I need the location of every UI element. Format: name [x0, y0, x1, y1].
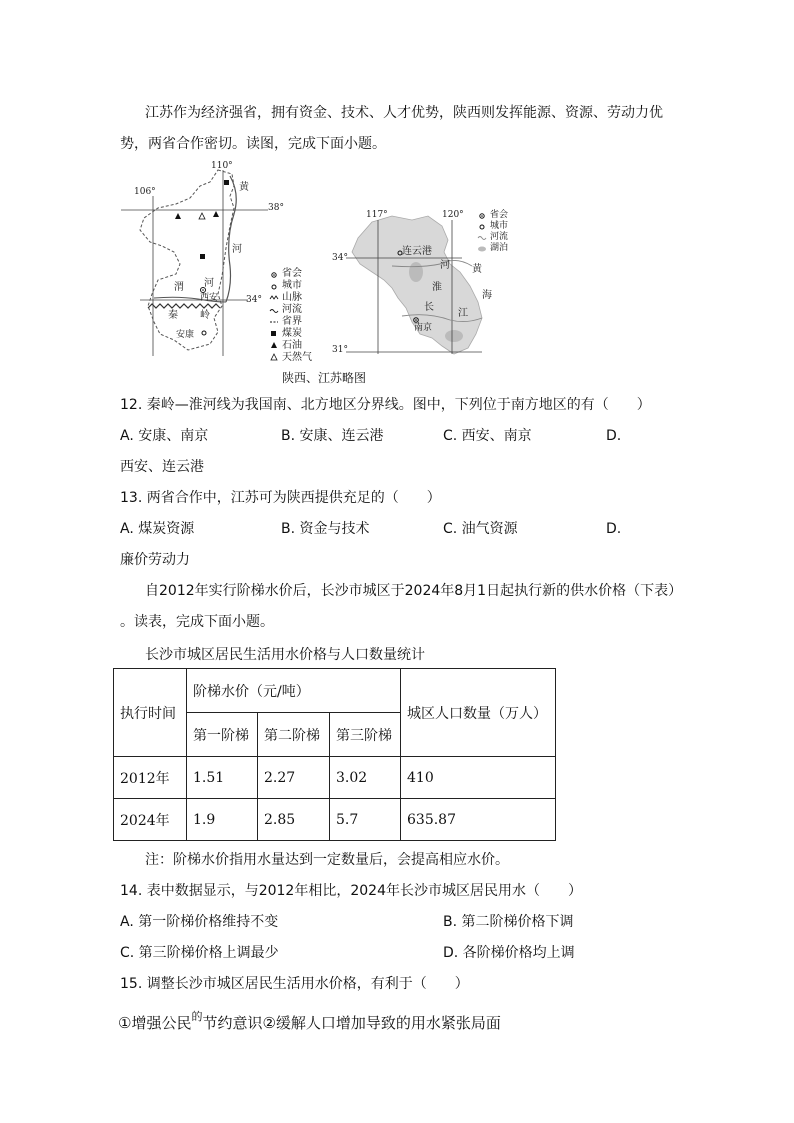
- huang-hai-2-label: 海: [482, 290, 492, 301]
- map-caption: 陕西、江苏略图: [282, 371, 367, 385]
- jiangsu-lat-34-label: 34°: [332, 253, 348, 263]
- qin-label: 秦: [168, 310, 178, 321]
- ankang-label: 安康: [176, 330, 195, 340]
- header-time: 执行时间: [114, 669, 187, 757]
- intro-line-1: 江苏作为经济强省，拥有资金、技术、人才优势，陕西则发挥能源、资源、劳动力优: [145, 105, 663, 121]
- q12-option-d-label: D.: [606, 428, 622, 444]
- q15-option-1-part-a: ①增强公民$^的$节约意识②缓解人口增加导致的用水紧张局面: [118, 1010, 501, 1032]
- huai-he-upper-label: 河: [440, 260, 450, 271]
- chang-label: 长: [424, 302, 434, 313]
- wei-he-label: 河: [204, 278, 214, 289]
- js-legend-river: 河流: [490, 232, 509, 242]
- cell-tier-1: 1.9: [187, 799, 258, 841]
- q15-option-1-part-b: 的: [191, 1010, 203, 1023]
- q12-option-d-text: 西安、连云港: [120, 459, 204, 475]
- q15-stem: 15. 调整长沙市城区居民生活用水价格，有利于（ ）: [120, 976, 469, 992]
- nanjing-label: 南京: [414, 323, 433, 333]
- q12-option-a: A. 安康、南京: [120, 428, 209, 444]
- huai-label: 淮: [432, 282, 442, 293]
- legend-mountain: 山脉: [282, 292, 302, 303]
- water-price-table: [113, 668, 556, 841]
- header-price: 阶梯水价（元/吨）: [187, 669, 401, 713]
- q13-option-d-text: 廉价劳动力: [120, 552, 190, 568]
- legend-capital: 省会: [282, 268, 302, 279]
- cell-tier-1: 1.51: [187, 757, 258, 799]
- lat-38-label: 38°: [268, 203, 284, 213]
- header-tier-2: 第二阶梯: [258, 713, 330, 757]
- table-title: 长沙市城区居民生活用水价格与人口数量统计: [145, 647, 425, 663]
- xian-label: 西安: [200, 293, 219, 303]
- table-note: 注：阶梯水价指用水量达到一定数量后，会提高相应水价。: [145, 852, 509, 868]
- lon-117-label: 117°: [366, 210, 388, 220]
- header-tier-3: 第三阶梯: [330, 713, 401, 757]
- q13-option-a: A. 煤炭资源: [120, 521, 195, 537]
- legend-gas: 天然气: [282, 352, 312, 363]
- huang-hai-1-label: 黄: [472, 264, 482, 275]
- cell-tier-3: 5.7: [330, 799, 401, 841]
- q14-option-c: C. 第三阶梯价格上调最少: [120, 945, 279, 961]
- intro2-line-1: 自2012年实行阶梯水价后，长沙市城区于2024年8月1日起执行新的供水价格（下表）: [145, 583, 683, 599]
- lon-110-label: 110°: [211, 161, 233, 171]
- cell-year: 2012年: [114, 757, 187, 799]
- js-legend-city: 城市: [490, 221, 509, 231]
- cell-year: 2024年: [114, 799, 187, 841]
- legend-border: 省界: [282, 316, 302, 327]
- cell-tier-2: 2.27: [258, 757, 330, 799]
- legend-oil: 石油: [282, 340, 302, 351]
- lianyungang-label: 连云港: [402, 246, 432, 257]
- jiang-label: 江: [458, 308, 468, 319]
- q14-option-a: A. 第一阶梯价格维持不变: [120, 914, 279, 930]
- legend-coal: 煤炭: [282, 328, 302, 339]
- cell-tier-2: 2.85: [258, 799, 330, 841]
- shaanxi-map: [118, 156, 290, 364]
- js-legend-lake: 湖泊: [490, 243, 509, 253]
- wei-label: 渭: [174, 282, 184, 293]
- js-legend-capital: 省会: [490, 210, 509, 220]
- q13-option-c: C. 油气资源: [443, 521, 518, 537]
- intro-line-2: 势，两省合作密切。读图，完成下面小题。: [120, 136, 386, 152]
- cell-tier-3: 3.02: [330, 757, 401, 799]
- he-label: 河: [232, 244, 242, 255]
- intro2-line-2: 。读表，完成下面小题。: [120, 614, 274, 630]
- cell-population: 410: [401, 757, 556, 799]
- q12-option-b: B. 安康、连云港: [281, 428, 384, 444]
- lon-106-label: 106°: [134, 187, 156, 197]
- q12-option-c: C. 西安、南京: [443, 428, 532, 444]
- header-tier-1: 第一阶梯: [187, 713, 258, 757]
- ling-label: 岭: [200, 310, 210, 321]
- q15-option-2: ②缓解人口增加导致的用水紧张局面: [262, 1014, 501, 1032]
- q14-stem: 14. 表中数据显示，与2012年相比，2024年长沙市城区居民用水（ ）: [120, 883, 582, 899]
- table-row: [114, 757, 556, 799]
- cell-population: 635.87: [401, 799, 556, 841]
- q13-stem: 13. 两省合作中，江苏可为陕西提供充足的（ ）: [120, 490, 441, 506]
- table-row: [114, 799, 556, 841]
- lat-34-label: 34°: [246, 295, 262, 305]
- q14-option-b: B. 第二阶梯价格下调: [443, 914, 574, 930]
- q14-option-d: D. 各阶梯价格均上调: [443, 945, 575, 961]
- q13-option-b: B. 资金与技术: [281, 521, 370, 537]
- legend-city: 城市: [282, 280, 302, 291]
- lon-120-label: 120°: [442, 210, 464, 220]
- legend-river: 河流: [282, 304, 302, 315]
- header-population: 城区人口数量（万人）: [401, 669, 556, 757]
- q12-stem: 12. 秦岭—淮河线为我国南、北方地区分界线。图中，下列位于南方地区的有（ ）: [120, 397, 651, 413]
- huang-label: 黄: [239, 182, 249, 193]
- lat-31-label: 31°: [332, 345, 348, 355]
- q13-option-d-label: D.: [606, 521, 622, 537]
